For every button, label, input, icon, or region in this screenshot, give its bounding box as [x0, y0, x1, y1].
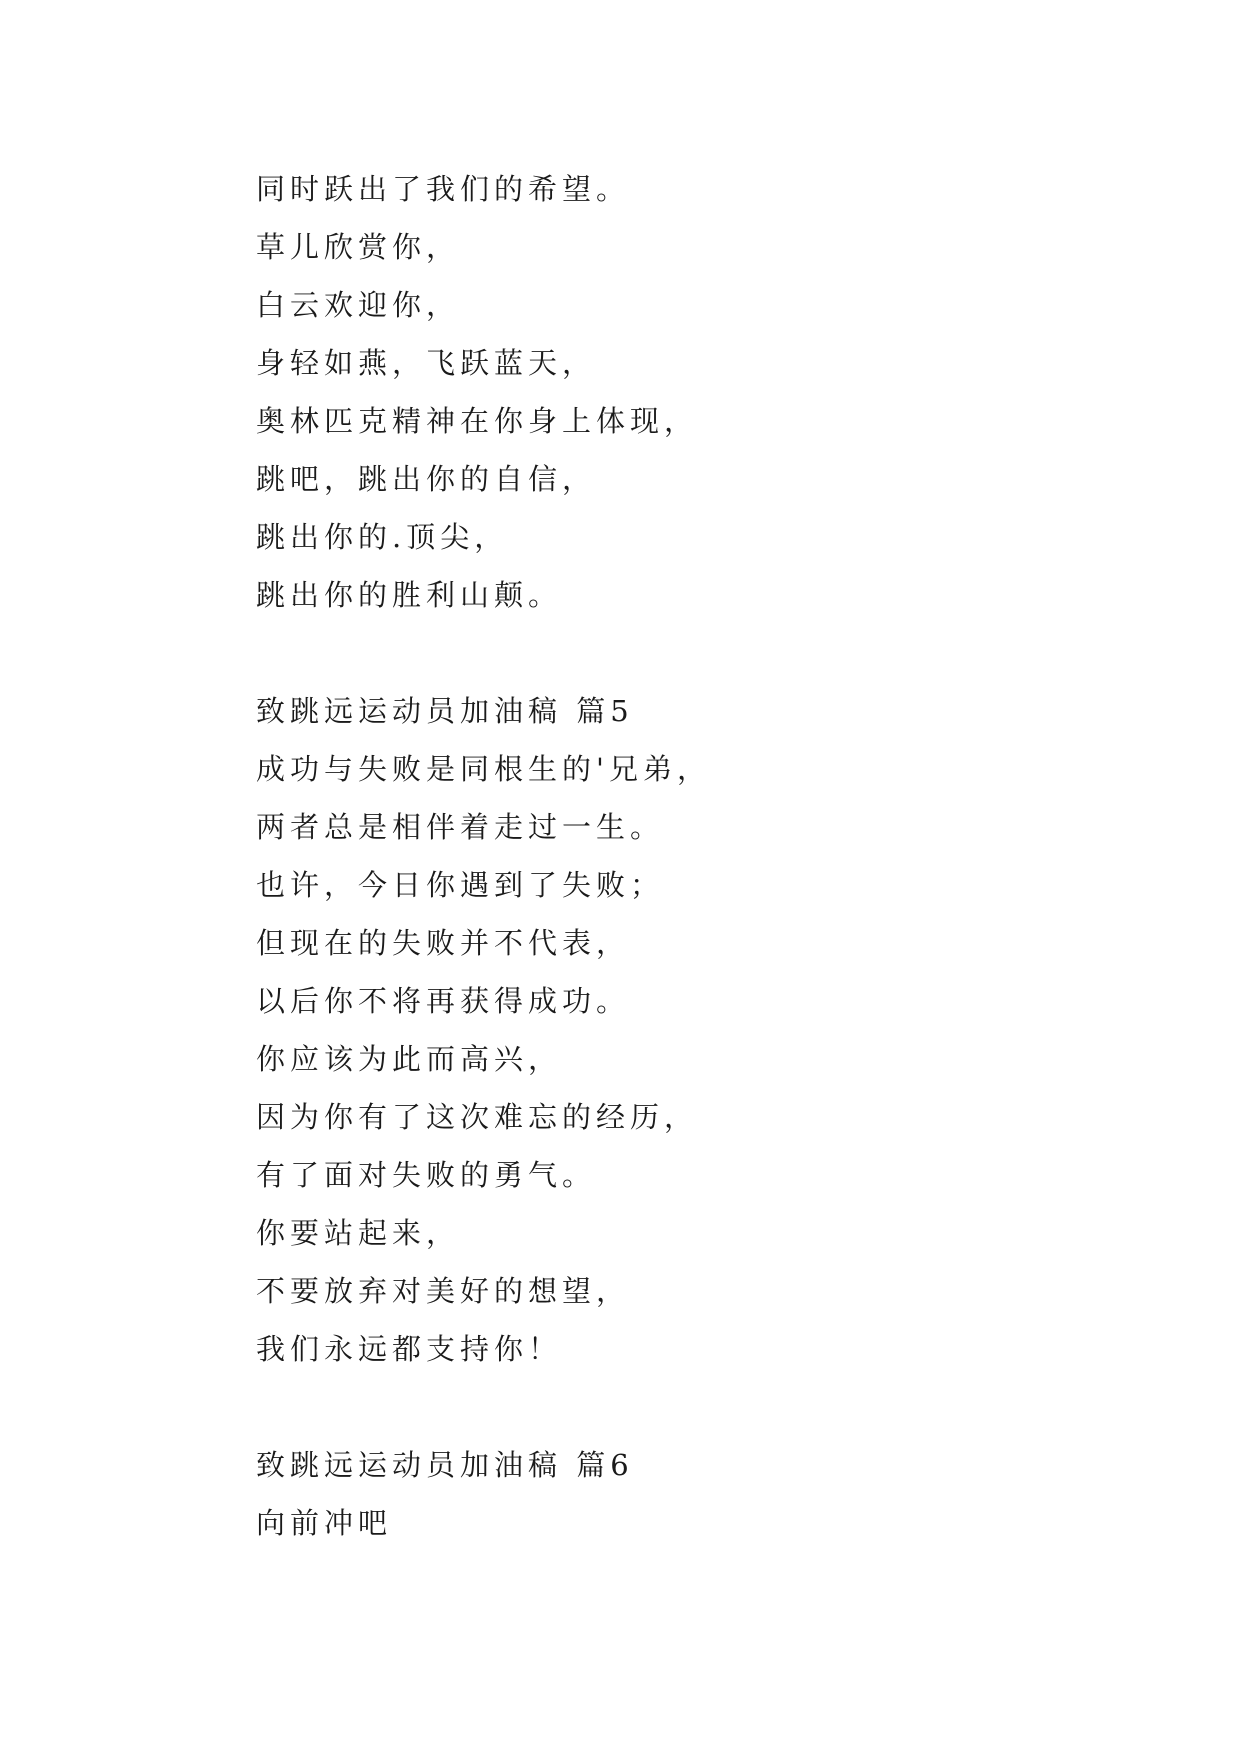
text-line: 但现在的失败并不代表，: [256, 926, 631, 960]
section-5: [256, 682, 1156, 1378]
text-line: 我们永远都支持你！: [256, 1332, 563, 1366]
section-6: [256, 1436, 1156, 1552]
document-body: [256, 160, 1156, 1552]
text-line: 以后你不将再获得成功。: [256, 984, 631, 1018]
text-line: 同时跃出了我们的希望。: [256, 172, 631, 206]
text-line: 两者总是相伴着走过一生。: [256, 810, 665, 844]
section-heading: 致跳远运动员加油稿 篇5: [256, 694, 634, 728]
text-line: 因为你有了这次难忘的经历，: [256, 1100, 699, 1134]
text-line: 跳吧，跳出你的自信，: [256, 462, 597, 496]
text-line: 也许，今日你遇到了失败；: [256, 868, 665, 902]
section-a: [256, 160, 1156, 624]
text-line: 有了面对失败的勇气。: [256, 1158, 597, 1192]
text-line: 身轻如燕，飞跃蓝天，: [256, 346, 597, 380]
text-line: 不要放弃对美好的想望，: [256, 1274, 631, 1308]
text-line: 成功与失败是同根生的'兄弟，: [256, 752, 711, 786]
text-line: 你要站起来，: [256, 1216, 461, 1250]
paragraph-gap: [256, 1378, 1156, 1436]
paragraph-gap: [256, 624, 1156, 682]
text-line: 奥林匹克精神在你身上体现，: [256, 404, 699, 438]
text-line: 跳出你的.顶尖，: [256, 520, 509, 554]
text-line: 你应该为此而高兴，: [256, 1042, 563, 1076]
text-line: 跳出你的胜利山颠。: [256, 578, 563, 612]
text-line: 草儿欣赏你，: [256, 230, 461, 264]
text-line: 白云欢迎你，: [256, 288, 461, 322]
section-heading: 致跳远运动员加油稿 篇6: [256, 1448, 634, 1482]
text-line: 向前冲吧: [256, 1506, 393, 1540]
